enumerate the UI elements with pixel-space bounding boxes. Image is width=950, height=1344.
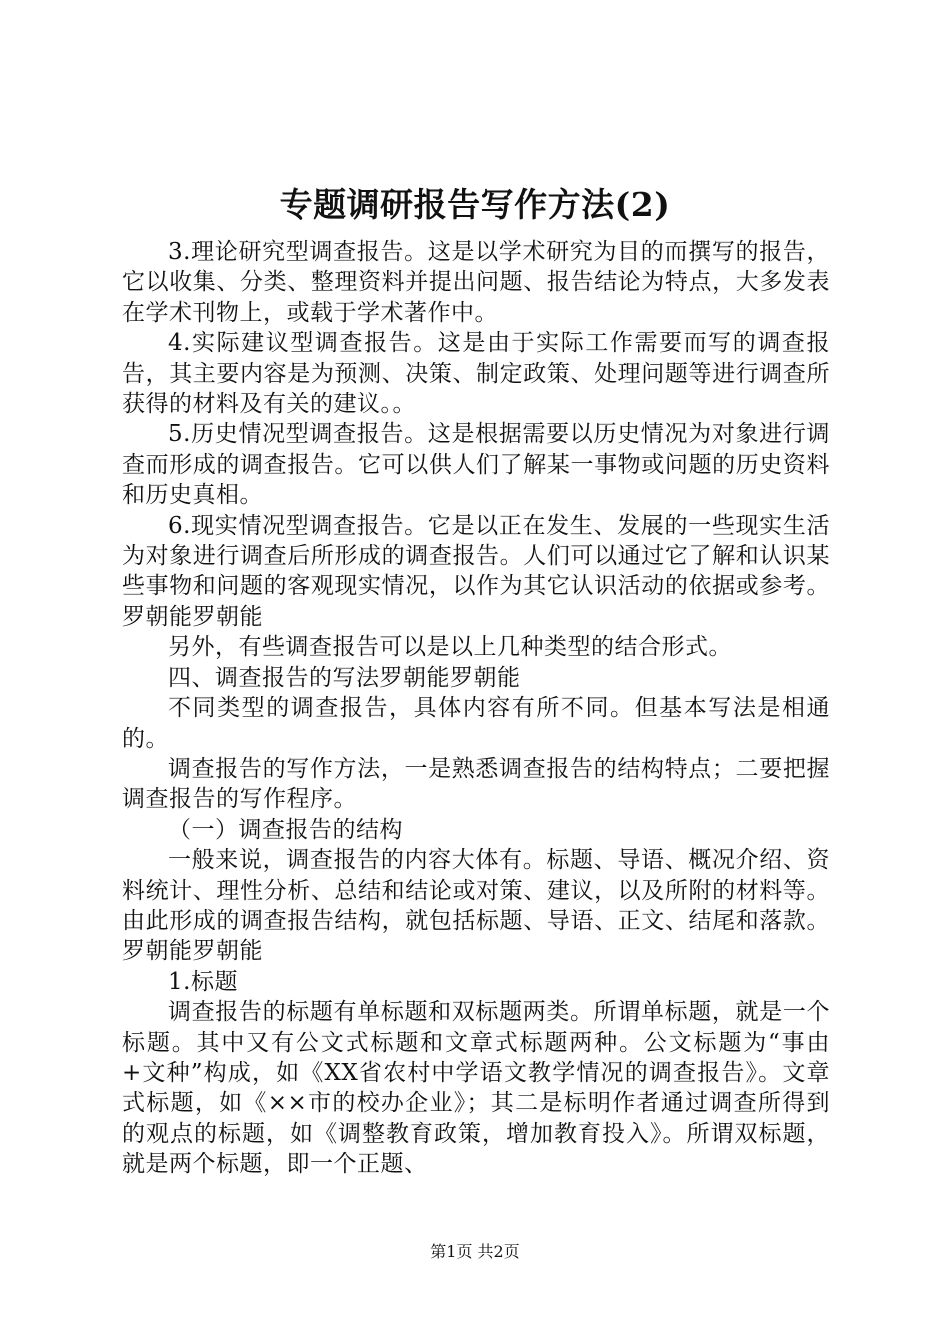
document-title: 专题调研报告写作方法(2) xyxy=(279,185,671,224)
paragraph: 6.现实情况型调查报告。它是以正在发生、发展的一些现实生活为对象进行调查后所形成的调查报告。人们可以通过它了解和认识某些事物和问题的客观现实情况，以作为其它认识活动的依据或参考。罗朝能罗朝能 xyxy=(122,512,830,630)
paragraph: 另外，有些调查报告可以是以上几种类型的结合形式。 xyxy=(168,634,732,661)
paragraph: 调查报告的标题有单标题和双标题两类。所谓单标题，就是一个标题。其中又有公文式标题和文章式标题两种。公文标题为“事由+文种”构成，如《XX省农村中学语文教学情况的调查报告》。文章式标题，如《××市的校办企业》；其二是标明作者通过调查所得到的观点的标题，如《调整教育政策，增加教育投入》。所谓双标题，就是两个标题，即一个正题、 xyxy=(122,999,830,1178)
item-heading: 1.标题 xyxy=(168,968,238,995)
subsection-heading: （一）调查报告的结构 xyxy=(168,816,403,843)
paragraph: 3.理论研究型调查报告。这是以学术研究为目的而撰写的报告，它以收集、分类、整理资料并提出问题、报告结论为特点，大多发表在学术刊物上，或载于学术著作中。 xyxy=(122,239,830,326)
page-footer: 第1页 共2页 xyxy=(430,1242,520,1261)
document-body xyxy=(122,237,830,1180)
paragraph: 不同类型的调查报告，具体内容有所不同。但基本写法是相通的。 xyxy=(122,695,830,752)
paragraph: 一般来说，调查报告的内容大体有。标题、导语、概况介绍、资料统计、理性分析、总结和结论或对策、建议，以及所附的材料等。由此形成的调查报告结构，就包括标题、导语、正文、结尾和落款。罗朝能罗朝能 xyxy=(122,847,830,965)
section-heading: 四、调查报告的写法罗朝能罗朝能 xyxy=(168,664,521,691)
paragraph: 4.实际建议型调查报告。这是由于实际工作需要而写的调查报告，其主要内容是为预测、决策、制定政策、处理问题等进行调查所获得的材料及有关的建议。。 xyxy=(122,330,830,418)
paragraph: 调查报告的写作方法，一是熟悉调查报告的结构特点；二要把握调查报告的写作程序。 xyxy=(122,755,830,813)
paragraph: 5.历史情况型调查报告。这是根据需要以历史情况为对象进行调查而形成的调查报告。它可以供人们了解某一事物或问题的历史资料和历史真相。 xyxy=(122,421,830,509)
